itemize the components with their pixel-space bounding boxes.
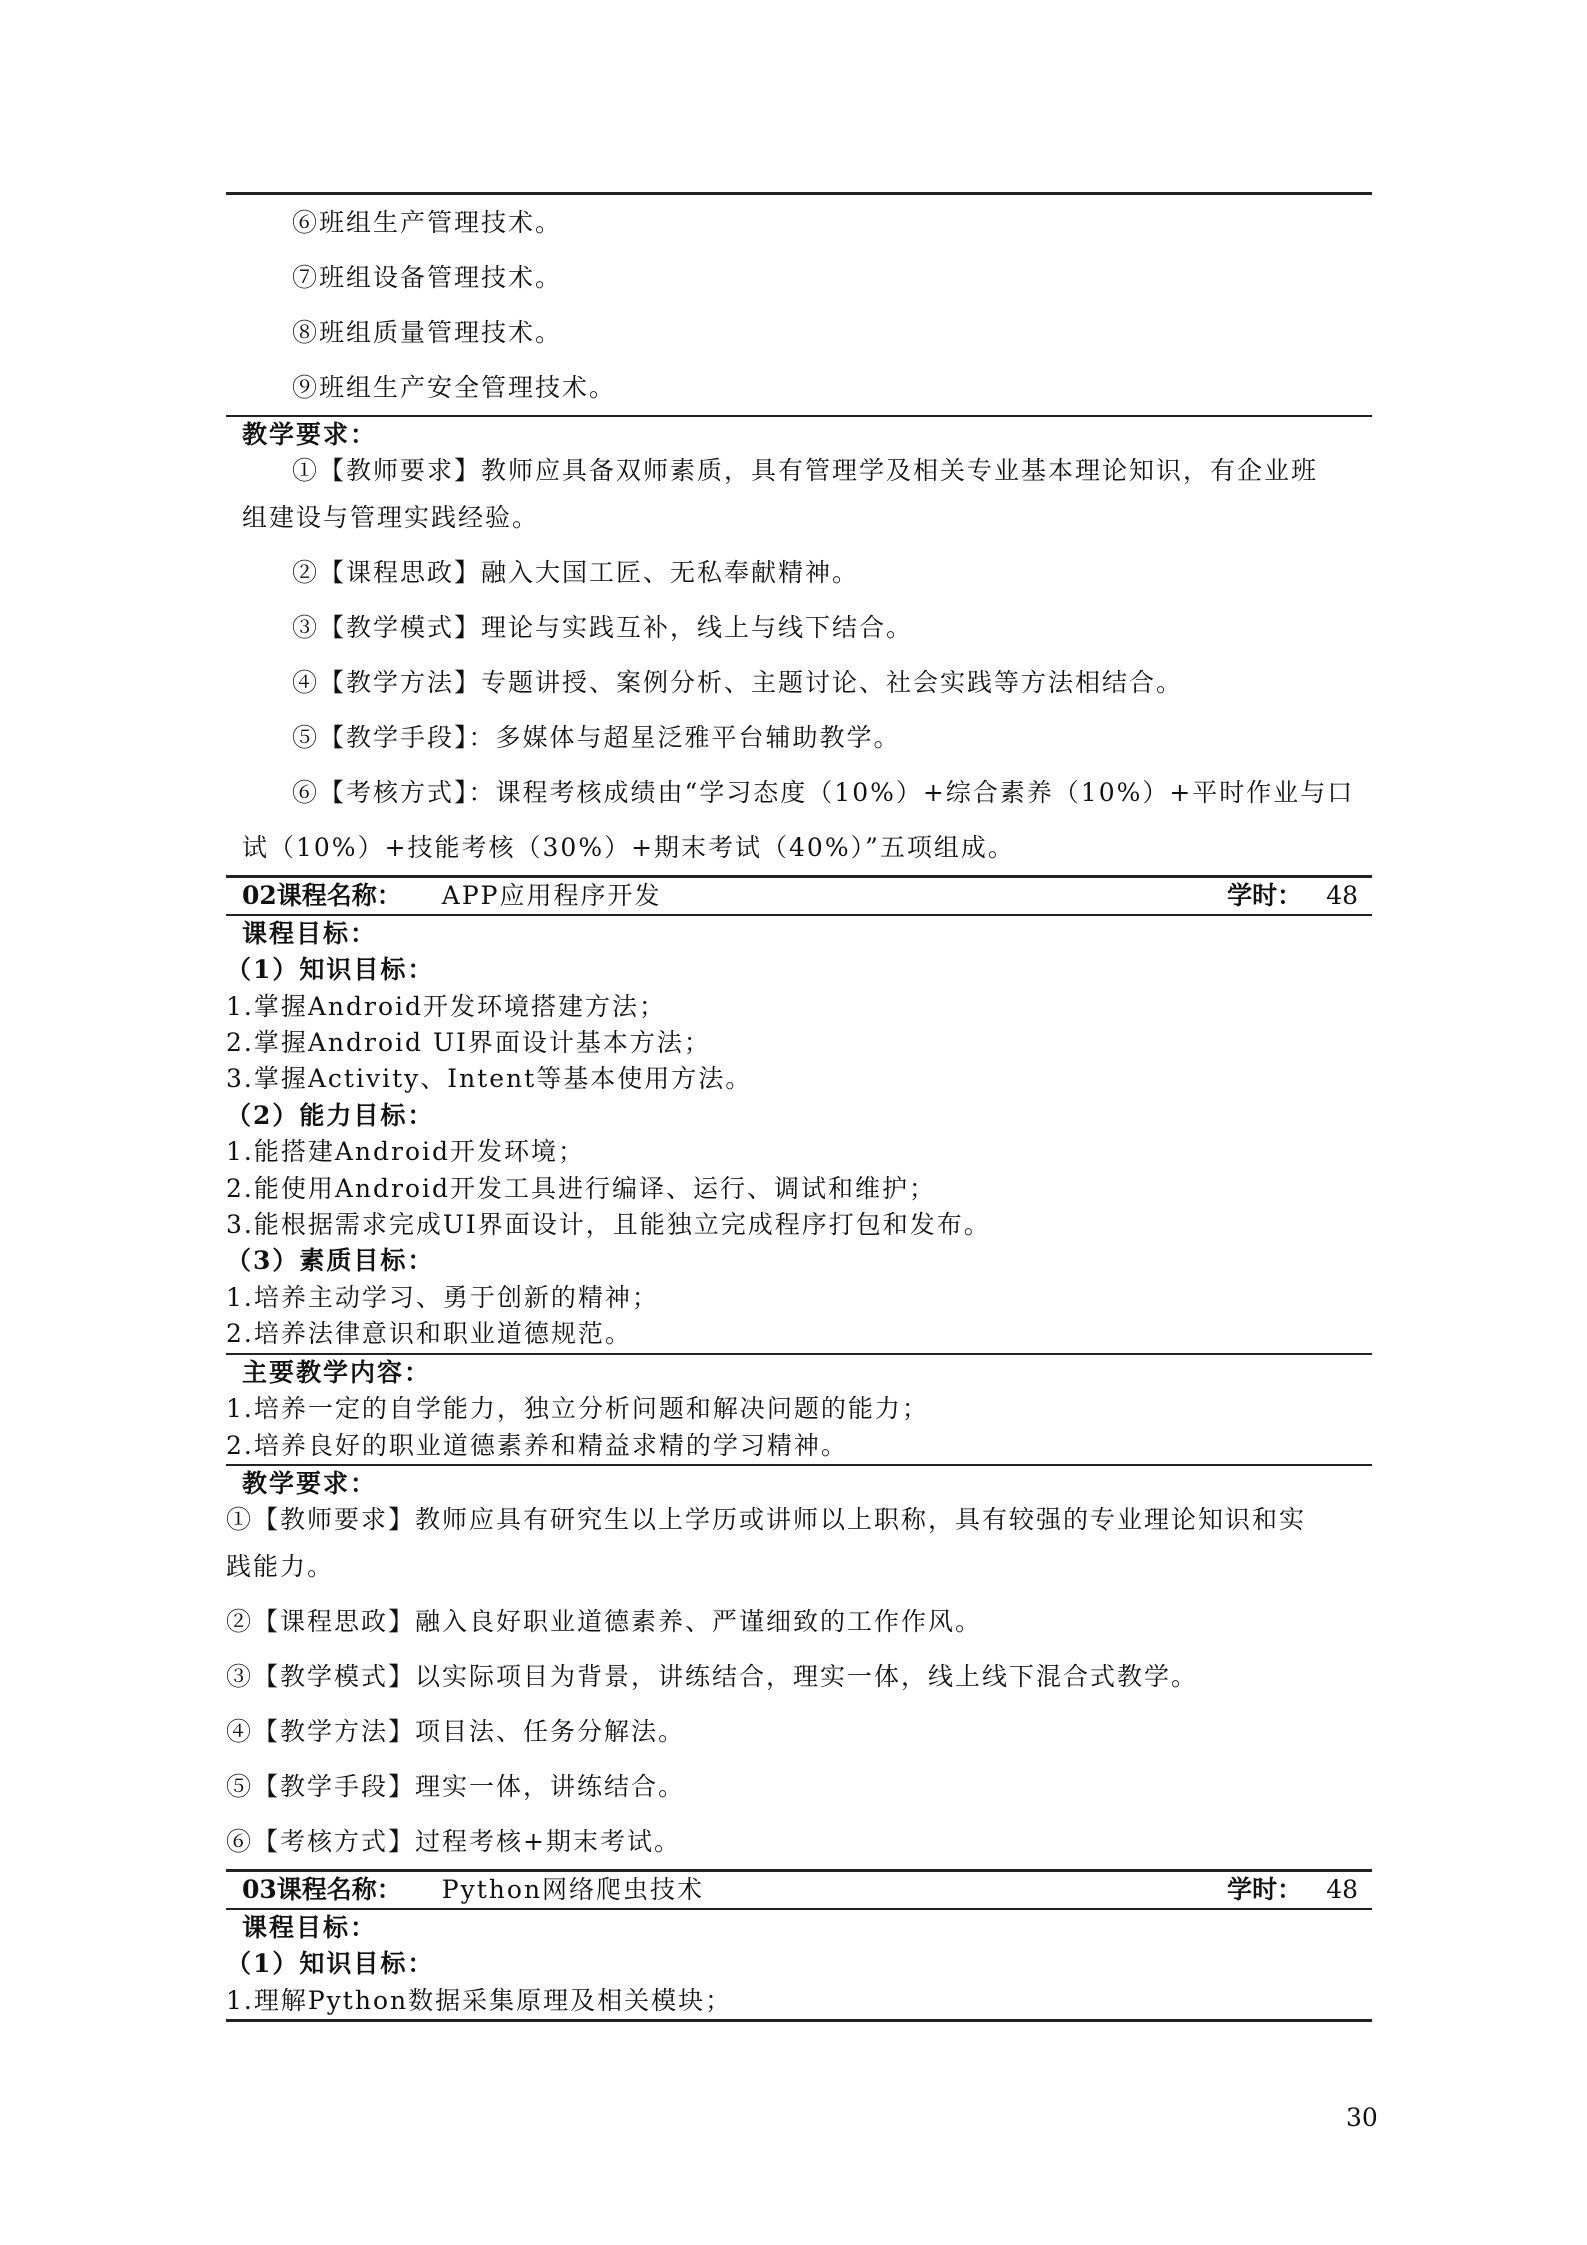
requirement-item: ③【教学模式】以实际项目为背景，讲练结合，理实一体，线上线下混合式教学。 [226,1661,1199,1691]
requirement-item-continuation: 组建设与管理实践经验。 [242,502,540,532]
list-item: ⑦班组设备管理技术。 [292,263,563,292]
list-item: 3.掌握Activity、Intent等基本使用方法。 [226,1064,753,1094]
subsection-heading: （3）素质目标： [226,1246,435,1276]
requirement-item: ②【课程思政】融入大国工匠、无私奉献精神。 [292,557,860,587]
list-item: ⑧班组质量管理技术。 [292,318,563,347]
list-item: 2.能使用Android开发工具进行编译、运行、调试和维护； [226,1173,937,1203]
requirement-item: ⑤【教学手段】：多媒体与超星泛雅平台辅助教学。 [292,722,901,752]
section-heading: 教学要求： [242,420,378,449]
requirement-item-continuation: 践能力。 [226,1551,335,1581]
requirement-item: ⑤【教学手段】理实一体，讲练结合。 [226,1771,686,1801]
list-item: 2.培养法律意识和职业道德规范。 [226,1319,632,1349]
section-1 [226,195,1372,415]
list-item: 2.掌握Android UI界面设计基本方法； [226,1028,711,1058]
page-content [226,192,1372,2022]
requirement-item: ①【教师要求】教师应具有研究生以上学历或讲师以上职称，具有较强的专业理论知识和实 [226,1505,1307,1535]
table-bottom-rule [226,2019,1372,2022]
list-item: 1.能搭建Android开发环境； [226,1137,586,1167]
course-02-goals [226,916,1372,1353]
requirement-item: ③【教学模式】理论与实践互补，线上与线下结合。 [292,612,914,642]
list-item: ⑥班组生产管理技术。 [292,208,563,237]
list-item: 3.能根据需求完成UI界面设计，且能独立完成程序打包和发布。 [226,1210,991,1240]
subsection-heading: （1）知识目标： [226,1949,435,1979]
list-item: 1.培养主动学习、勇于创新的精神； [226,1282,659,1312]
course-03-goals [226,1910,1372,2019]
list-item: 1.理解Python数据采集原理及相关模块； [226,1985,733,2015]
list-item: 1.培养一定的自学能力，独立分析问题和解决问题的能力； [226,1394,929,1424]
list-item: 1.掌握Android开发环境搭建方法； [226,991,667,1021]
section-heading: 教学要求： [242,1468,378,1498]
subsection-heading: （2）能力目标： [226,1100,435,1130]
course-02-requirements [226,1466,1372,1869]
course-header-03 [226,1872,1372,1908]
requirement-item-continuation: 试（10%）+技能考核（30%）+期末考试（40%）”五项组成。 [242,832,1015,862]
section-heading: 主要教学内容： [242,1357,432,1387]
hours-label: 学时： [1227,1874,1303,1904]
list-item: 2.培养良好的职业道德素养和精益求精的学习精神。 [226,1430,848,1460]
requirement-item: ⑥【考核方式】过程考核+期末考试。 [226,1826,681,1856]
course-02-content [226,1355,1372,1464]
course-title: APP应用程序开发 [441,880,662,910]
page-number: 30 [1346,2103,1378,2132]
requirement-item: ②【课程思政】融入良好职业道德素养、严谨细致的工作作风。 [226,1606,983,1636]
requirement-item: ①【教师要求】教师应具备双师素质，具有管理学及相关专业基本理论知识，有企业班 [292,456,1319,486]
list-item: ⑨班组生产安全管理技术。 [292,373,617,402]
course-label: 02课程名称： [242,880,402,910]
requirement-item: ⑥【考核方式】：课程考核成绩由“学习态度（10%）+综合素养（10%）+平时作业与口 [292,777,1355,807]
requirement-item: ④【教学方法】专题讲授、案例分析、主题讨论、社会实践等方法相结合。 [292,667,1184,697]
requirement-item: ④【教学方法】项目法、任务分解法。 [226,1716,686,1746]
course-header-02 [226,878,1372,914]
hours-value: 48 [1326,880,1358,910]
subsection-heading: （1）知识目标： [226,955,435,985]
hours-value: 48 [1326,1874,1358,1904]
hours-label: 学时： [1227,880,1303,910]
section-heading: 课程目标： [242,1912,378,1942]
section-heading: 课程目标： [242,918,378,948]
course-label: 03课程名称： [242,1874,402,1904]
course-title: Python网络爬虫技术 [441,1874,705,1904]
